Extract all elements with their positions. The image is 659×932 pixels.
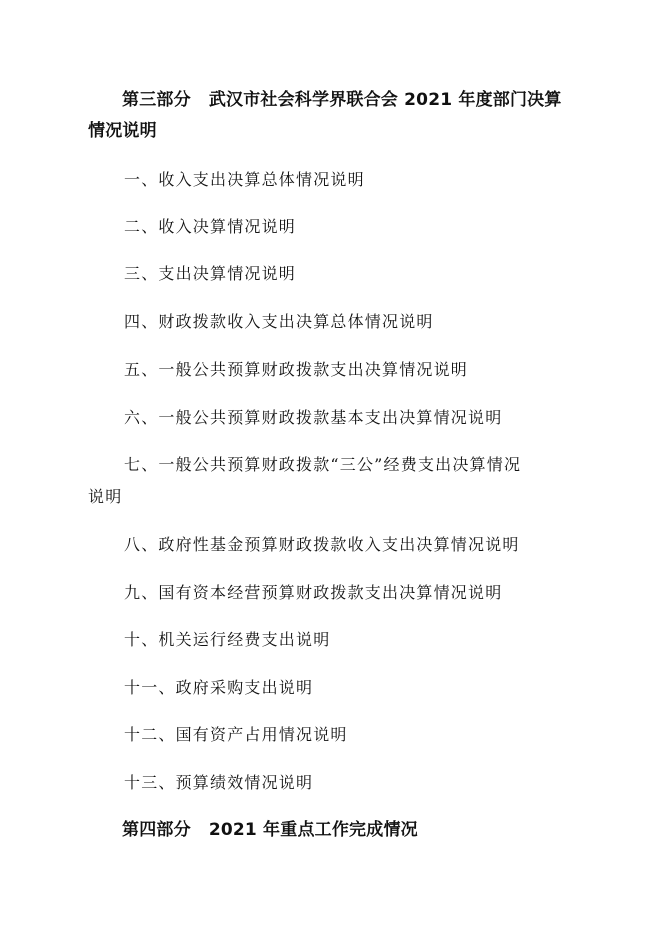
- section-item-6: 六、一般公共预算财政拨款基本支出决算情况说明: [124, 408, 503, 427]
- part4-heading: [122, 815, 418, 846]
- section-item-3: 三、支出决算情况说明: [124, 264, 297, 283]
- part3-title-line1: 武汉市社会科学界联合会 2021 年度部门决算: [208, 90, 562, 110]
- section-item-12: 十二、国有资产占用情况说明: [124, 725, 348, 744]
- section-item-9: 九、国有资本经营预算财政拨款支出决算情况说明: [124, 583, 503, 602]
- section-item-1: 一、收入支出决算总体情况说明: [124, 170, 365, 189]
- part3-heading: [88, 85, 588, 147]
- section-item-8: 八、政府性基金预算财政拨款收入支出决算情况说明: [124, 535, 520, 554]
- section-item-4: 四、财政拨款收入支出决算总体情况说明: [124, 312, 434, 331]
- part3-label: 第三部分: [122, 90, 191, 110]
- part4-title: 2021 年重点工作完成情况: [208, 820, 418, 840]
- section-item-11: 十一、政府采购支出说明: [124, 678, 314, 697]
- section-item-2: 二、收入决算情况说明: [124, 217, 297, 236]
- section-item-7-continuation: 说明: [88, 487, 123, 506]
- section-item-5: 五、一般公共预算财政拨款支出决算情况说明: [124, 360, 469, 379]
- part4-label: 第四部分: [122, 820, 191, 840]
- section-item-7: 七、一般公共预算财政拨款“三公”经费支出决算情况: [124, 455, 522, 474]
- section-item-13: 十三、预算绩效情况说明: [124, 773, 314, 792]
- part3-title-line2: 情况说明: [88, 121, 157, 141]
- section-item-10: 十、机关运行经费支出说明: [124, 630, 331, 649]
